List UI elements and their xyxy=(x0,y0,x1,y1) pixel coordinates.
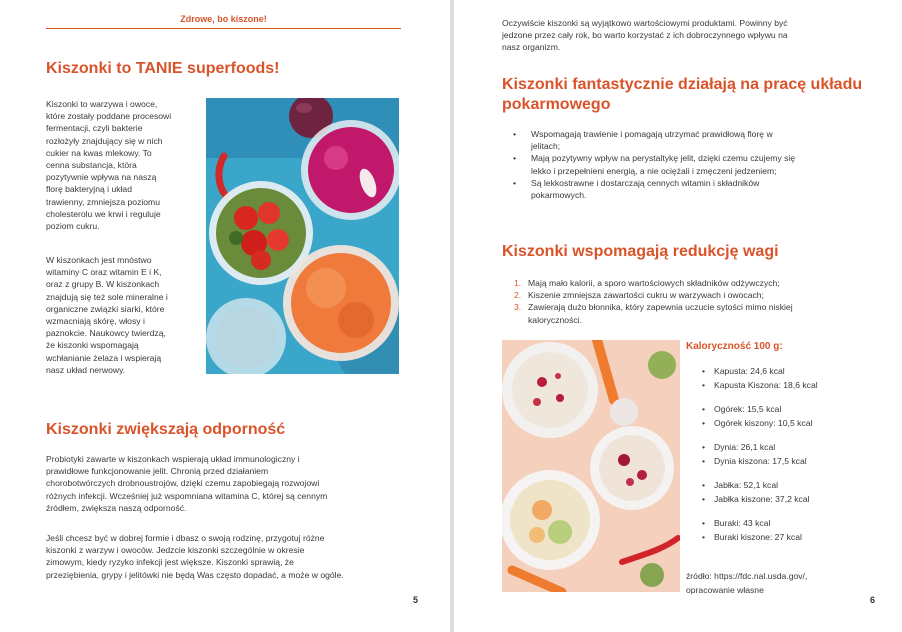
calories-title: Kaloryczność 100 g: xyxy=(686,341,783,352)
page-number: 5 xyxy=(413,595,419,605)
intro-paragraph: Oczywiście kiszonki są wyjątkowo wartościowymi produktami. Powinny być jedzone przez cały rok, bo warto korzystać z ich dobroczynnego wpływu na nasz organizm. xyxy=(502,18,788,53)
digestion-benefits-list xyxy=(502,128,882,201)
right-page xyxy=(454,0,902,632)
probiotics-paragraph: Probiotyki zawarte w kiszonkach wspierają układ immunologiczny i prawidłowe funkcjonowanie jelit. Chronią przed działaniem chorobotwórczych drobnoustrojów, dzięki czemu zapobiegają rozwojowi różnych infekcji. Wcześniej już wspomniana witamina C, której są cennym źródłem, zwiększa naszą odporność. xyxy=(46,454,328,513)
list-item: • Kapusta Kiszona: 18,6 kcal xyxy=(702,379,872,393)
jars-of-pickled-vegetables-photo xyxy=(206,98,399,374)
list-item: • Jabłka: 52,1 kcal xyxy=(702,479,872,493)
section-title-digestion: Kiszonki fantastycznie działają na pracę układu pokarmowego xyxy=(502,76,863,113)
jars-of-pickled-cabbage-photo xyxy=(502,340,680,592)
section-title-weight-loss: Kiszonki wspomagają redukcję wagi xyxy=(502,243,779,260)
header-divider xyxy=(46,28,401,29)
data-source-note: źródło: https://fdc.nal.usda.gov/, opracowanie własne xyxy=(686,571,808,595)
list-item: • Dynia: 26,1 kcal xyxy=(702,441,872,455)
calories-list xyxy=(702,365,872,544)
running-header: Zdrowe, bo kiszone! xyxy=(180,14,267,24)
list-item: 2. Kiszenie zmniejsza zawartości cukru w warzywach i owocach; xyxy=(514,290,764,301)
weight-loss-list xyxy=(502,277,882,326)
list-item: • Wspomagają trawienie i pomagają utrzymać prawidłową florę w jelitach; xyxy=(502,128,882,152)
list-item: • Są lekkostrawne i dostarczają cennych witamin i składników pokarmowych. xyxy=(502,177,882,201)
vitamins-paragraph: W kiszonkach jest mnóstwo witaminy C oraz witamin E i K, oraz z grupy B. W kiszonkach znajdują się też sole mineralne i organiczne związki siarki, które wzmacniają skórę, włosy i paznokcie. Naukowcy twierdzą, że kiszonki wspomagają wchłanianie żelaza i wspierają nasz układ nerwowy. xyxy=(46,255,168,375)
list-item: • Buraki: 43 kcal xyxy=(702,517,872,531)
list-item: • Buraki kiszone: 27 kcal xyxy=(702,531,872,545)
list-item: 3. Zawierają dużo błonnika, który zapewnia uczucie sytości mimo niskiej kaloryczności. xyxy=(514,302,793,325)
page-number: 6 xyxy=(870,595,876,605)
list-item: • Kapusta: 24,6 kcal xyxy=(702,365,872,379)
list-item: • Ogórek kiszony: 10,5 kcal xyxy=(702,417,872,431)
intro-paragraph: Kiszonki to warzywa i owoce, które zostały poddane procesowi fermentacji, czyli bakterie rozłożyły znajdujący się w nich cukier na kwas mlekowy. To cenna substancja, która pozytywnie wpływa na naszą florę bakteryjną i układ trawienny, zmniejsza poziomu cholesterolu we krwi i reguluje poziom cukru. xyxy=(46,99,172,232)
list-item: • Mają pozytywny wpływ na perystaltykę jelit, dzięki czemu czujemy się lekko i przepełnieni energią, a nie ociężali i zmęczeni jedzeniem; xyxy=(502,152,882,176)
family-advice-paragraph: Jeśli chcesz być w dobrej formie i dbasz o swoją rodzinę, przygotuj różne kiszonki z warzyw i owoców. Jedzcie kiszonki szczególnie w okresie zimowym, kiedy ryzyko infekcji jest większe. Kiszonki sprawią, że przeziębienia, grypy i jelitówki nie będą Was często dopadać, a może w ogóle. xyxy=(46,533,344,580)
section-title-cheap-superfoods: Kiszonki to TANIE superfoods! xyxy=(46,60,280,77)
list-item: • Dynia kiszona: 17,5 kcal xyxy=(702,455,872,469)
list-item: • Ogórek: 15,5 kcal xyxy=(702,403,872,417)
list-item: • Jabłka kiszone: 37,2 kcal xyxy=(702,493,872,507)
left-page xyxy=(0,0,450,632)
list-item: 1. Mają mało kalorii, a sporo wartościowych składników odżywczych; xyxy=(514,278,780,288)
section-title-immunity: Kiszonki zwiększają odporność xyxy=(46,421,286,438)
